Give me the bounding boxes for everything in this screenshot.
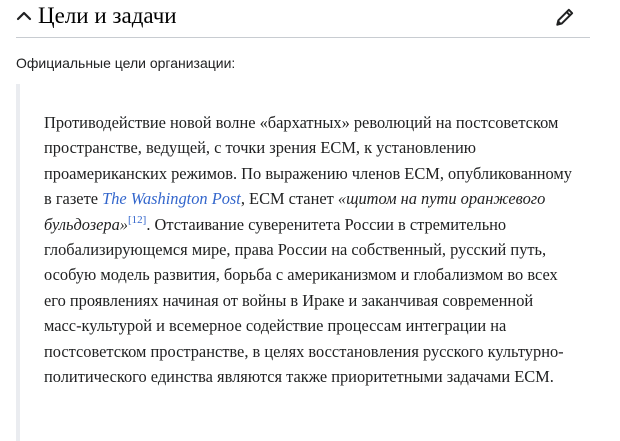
- quote-text-part-2: , ЕСМ станет: [240, 189, 338, 209]
- quote-text-part-3: . Отстаивание суверенитета России в стремительно глобализирующемся мире, права России на собственный, русский путь, особую модель развития, борьба с американизмом и глобализмом во всех его проявлениях начиная от войны в Ираке и заканчивая современной масс-культурой и всемерное содействие процессам интеграции на постсоветском пространстве, в целях восстановления русского культурно-политического единства являются также приоритетными задачами ЕСМ.: [44, 214, 564, 387]
- intro-text: Официальные цели организации:: [16, 55, 236, 71]
- quote-emphasis: «щитом на пути оранжевого бульдозера»: [44, 189, 546, 234]
- washington-post-link[interactable]: The Washington Post: [102, 189, 241, 209]
- section-title: Цели и задачи: [38, 3, 177, 28]
- chevron-up-icon[interactable]: [16, 8, 32, 24]
- blockquote: [16, 84, 590, 441]
- quote-text-part-1: Противодействие новой волне «бархатных» революций на постсоветском пространстве, ведущей, с точки зрения ЕСМ, к установлению проамериканских режимов. По выражению членов ЕСМ, опубликованному в газете: [44, 113, 572, 209]
- reference-link-12[interactable]: [12]: [128, 214, 147, 227]
- quote-paragraph: [44, 110, 574, 389]
- pencil-icon[interactable]: [554, 6, 576, 28]
- reference-sup: [128, 211, 146, 226]
- section-header: [16, 0, 590, 38]
